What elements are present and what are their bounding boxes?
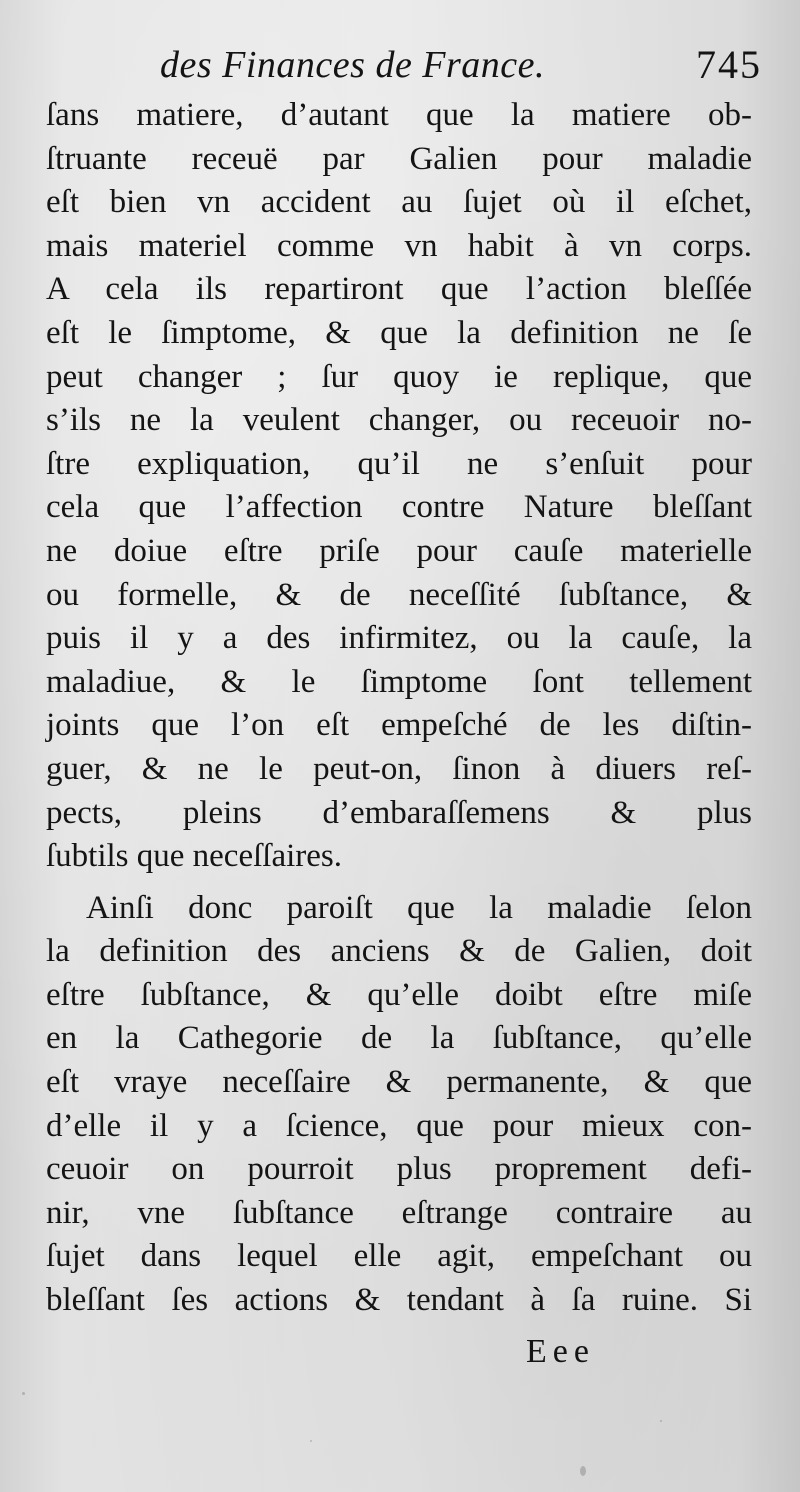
text-line: A cela ils repartiront que l’action bleſſée [46,271,752,308]
text-line: ceuoir on pourroit plus proprement defi- [46,1151,752,1188]
text-line: ſtre expliquation, qu’il ne s’enſuit pour [46,445,752,482]
paper-speck [310,1440,312,1442]
text-line: bleſſant ſes actions & tendant à ſa ruine. Si [46,1282,752,1319]
text-line: ſujet dans lequel elle agit, empeſchant ou [46,1238,752,1275]
text-line: pects, pleins d’embaraſſemens & plus [46,794,752,831]
text-line: maladiue, & le ſimptome ſont tellement [46,663,752,700]
text-line: la definition des anciens & de Galien, doit [46,933,752,970]
text-line: eſt vraye neceſſaire & permanente, & que [46,1064,752,1101]
text-line: guer, & ne le peut-on, ſinon à diuers reſ- [46,750,752,787]
page-header [48,40,778,90]
paper-speck [580,1466,586,1476]
text-line: eſt le ſimptome, & que la definition ne ſe [46,314,752,351]
text-line: peut changer ; ſur quoy ie replique, que [46,358,752,395]
text-line: s’ils ne la veulent changer, ou receuoir no- [46,402,752,439]
running-head: des Finances de France. [160,44,546,86]
body-text [46,94,752,1323]
text-line: joints que l’on eſt empeſché de les diſtin- [46,707,752,744]
text-line: ne doiue eſtre priſe pour cauſe materielle [46,532,752,569]
text-line: ſtruante receuë par Galien pour maladie [46,140,752,177]
text-line: mais materiel comme vn habit à vn corps. [46,227,752,264]
paragraph-break [46,879,752,887]
text-line: Ainſi donc paroiſt que la maladie ſelon [86,889,752,926]
text-line: ſubtils que neceſſaires. [46,838,342,875]
signature-mark: Eee [526,1333,595,1370]
text-line: cela que l’affection contre Nature bleſſant [46,489,752,526]
text-line: puis il y a des infirmitez, ou la cauſe, la [46,620,752,657]
text-line: en la Cathegorie de la ſubſtance, qu’elle [46,1020,752,1057]
text-line: ou formelle, & de neceſſité ſubſtance, & [46,576,752,613]
page-number: 745 [696,42,762,87]
paper-speck [22,1392,25,1395]
text-line: eſt bien vn accident au ſujet où il eſchet, [46,184,752,221]
text-line: eſtre ſubſtance, & qu’elle doibt eſtre miſe [46,976,752,1013]
text-line: d’elle il y a ſcience, que pour mieux con- [46,1107,752,1144]
text-line: ſans matiere, d’autant que la matiere ob- [46,97,752,133]
text-line: nir, vne ſubſtance eſtrange contraire au [46,1194,752,1231]
paper-speck [660,1420,662,1422]
